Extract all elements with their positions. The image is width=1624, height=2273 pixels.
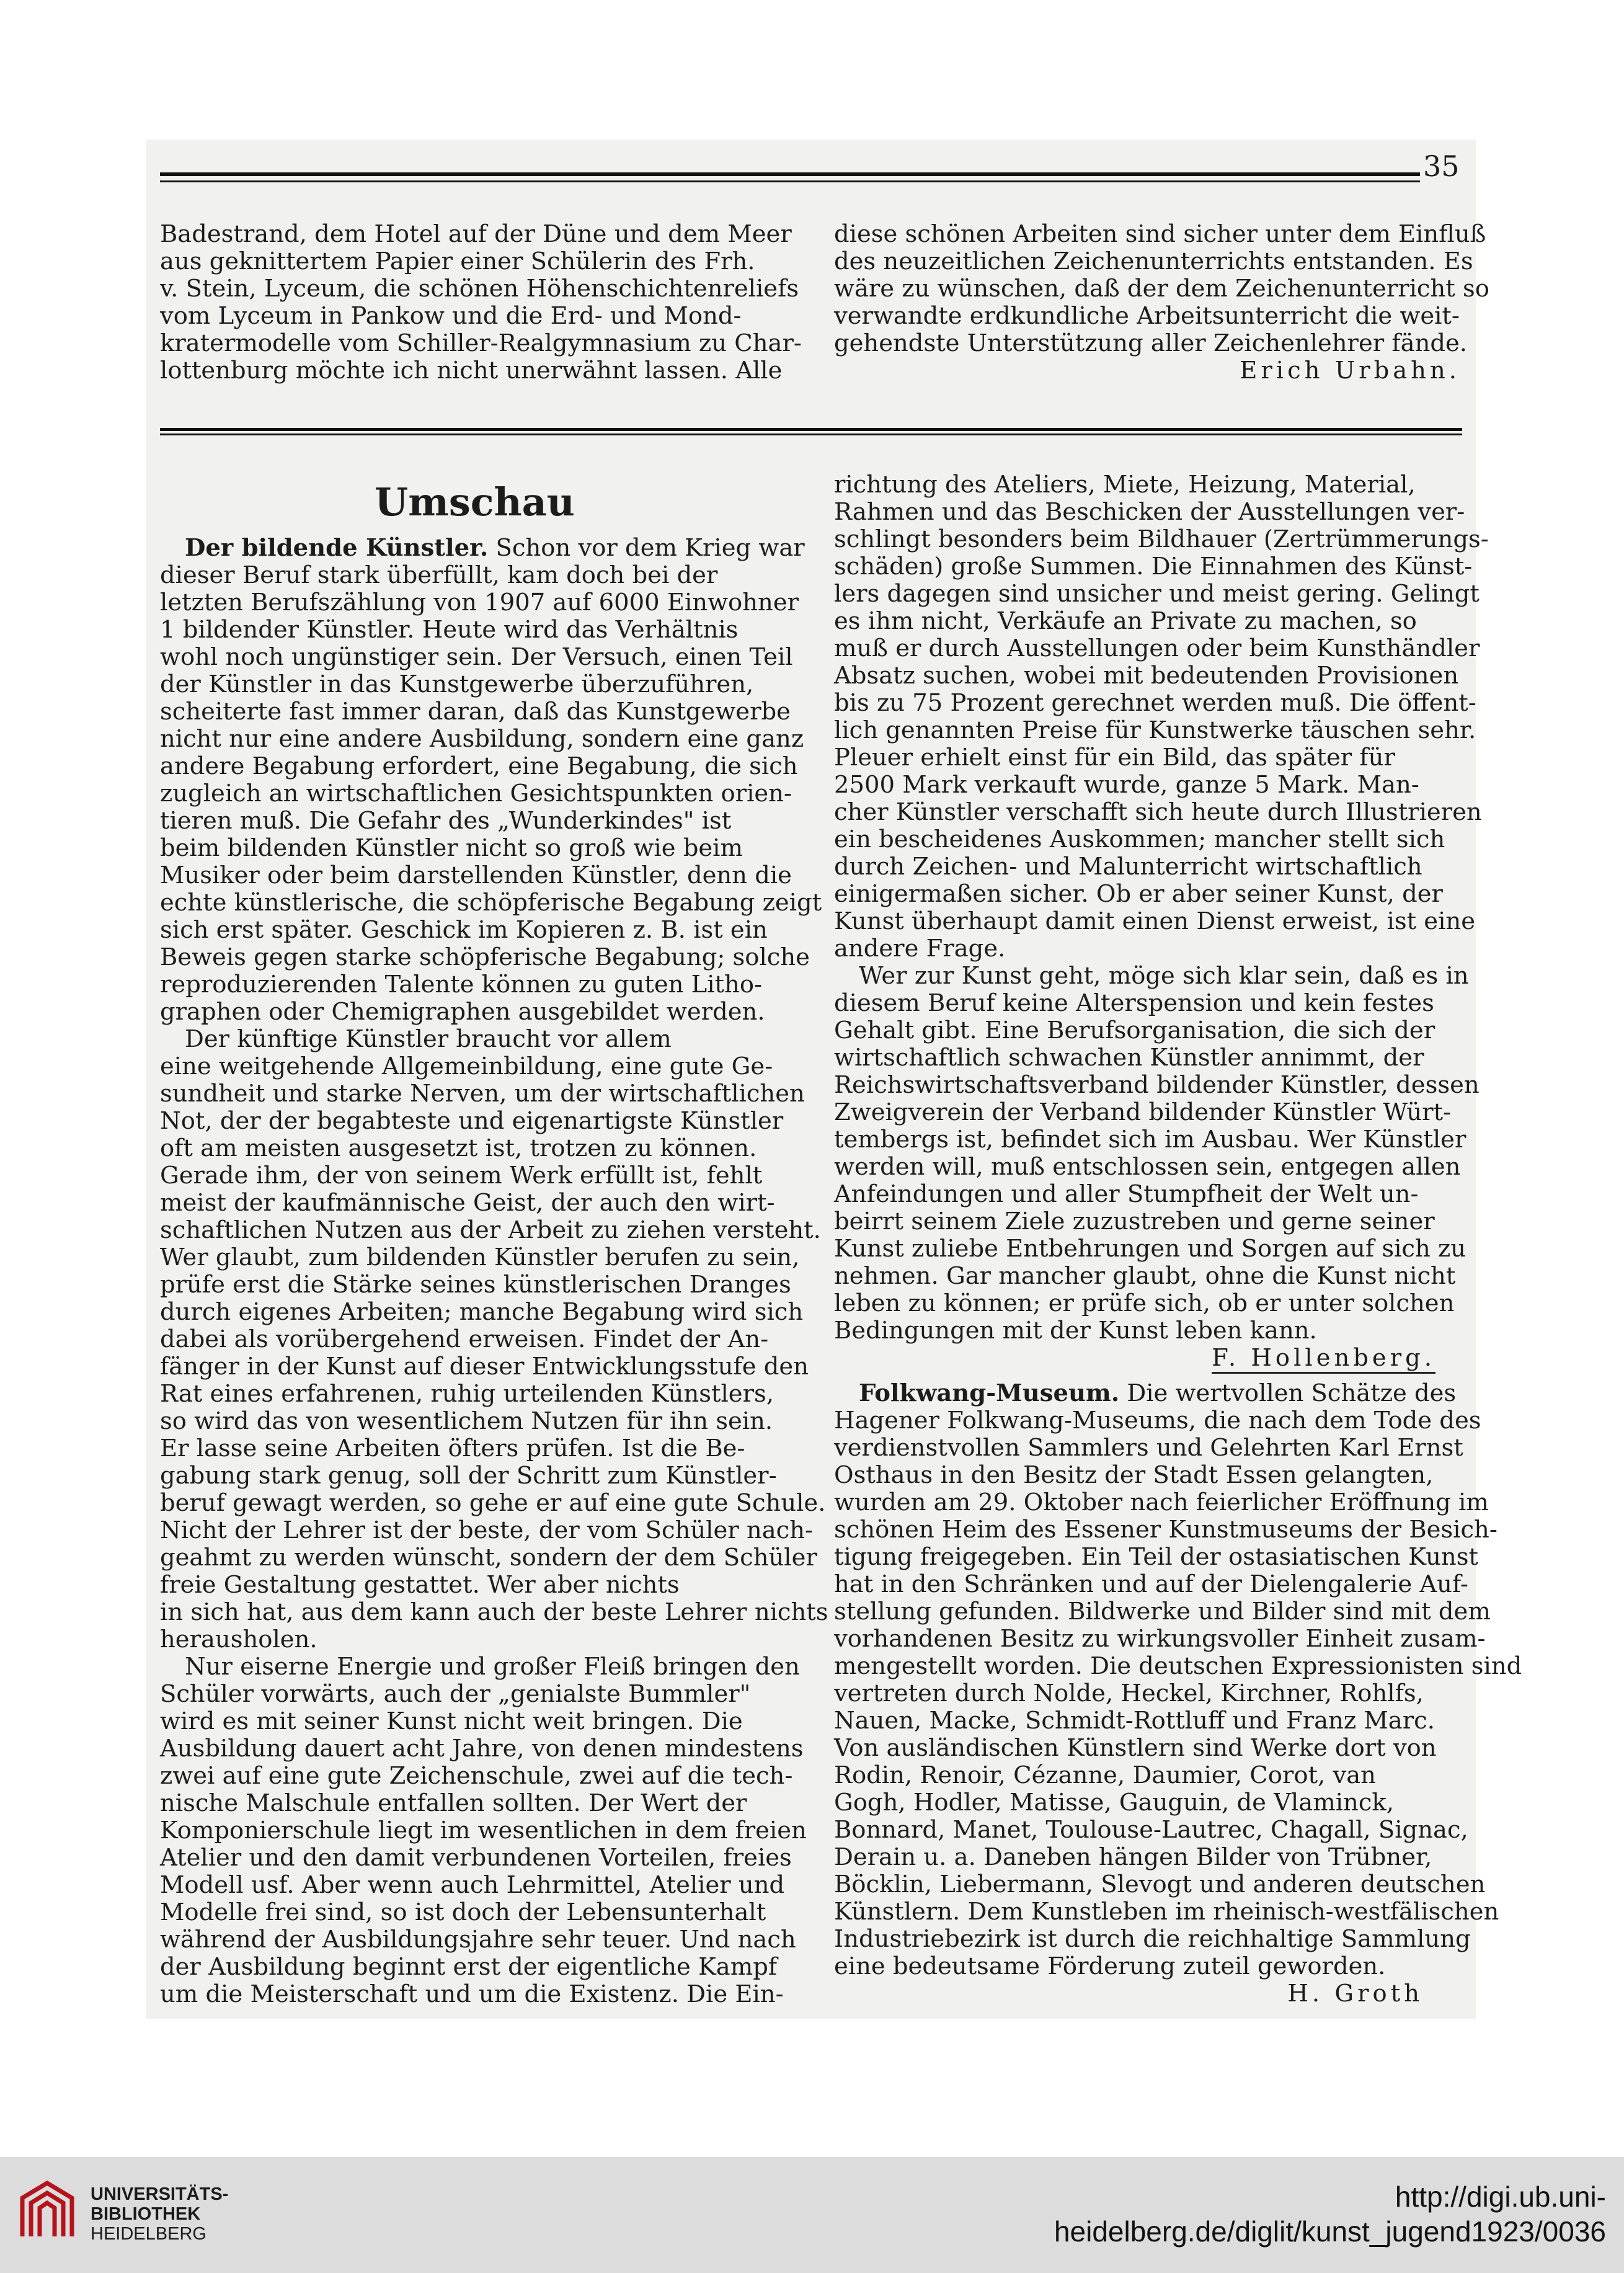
text-line: Bedingungen mit der Kunst leben kann. [834, 1317, 1317, 1345]
text-line: Musiker oder beim darstellenden Künstler, denn die [160, 861, 792, 889]
text-line: in sich hat, aus dem kann auch der beste Lehrer nichts [160, 1598, 828, 1626]
text-line: beirrt seinem Ziele zuzustreben und gerne seiner [834, 1208, 1435, 1235]
text-line: Wer glaubt, zum bildenden Künstler berufen zu sein, [160, 1243, 800, 1271]
text-line: Industriebezirk ist durch die reichhaltige Sammlung [834, 1925, 1471, 1953]
text-line: oft am meisten ausgesetzt ist, trotzen zu können. [160, 1134, 757, 1162]
text-line: fänger in der Kunst auf dieser Entwicklungsstufe den [160, 1353, 809, 1381]
text-line: zwei auf eine gute Zeichenschule, zwei auf die tech- [160, 1762, 793, 1790]
text-line: Rat eines erfahrenen, ruhig urteilenden Künstlers, [160, 1380, 774, 1408]
text-line: eine bedeutsame Förderung zuteil geworden. [834, 1952, 1386, 1980]
text-line: Absatz suchen, wobei mit bedeutenden Provisionen [834, 662, 1459, 690]
text-line: verdienstvollen Sammlers und Gelehrten Karl Ernst [834, 1434, 1463, 1462]
top-right-column [834, 220, 1489, 385]
right-column [834, 471, 1522, 2008]
text-line: richtung des Ateliers, Miete, Heizung, Material, [834, 471, 1416, 499]
text-line: freie Gestaltung gestattet. Wer aber nichts [160, 1571, 680, 1599]
text-line: reproduzierenden Talente können zu guten Litho- [160, 971, 763, 999]
text-line: Gerade ihm, der von seinem Werk erfüllt ist, fehlt [160, 1162, 763, 1190]
text-line: zugleich an wirtschaftlichen Gesichtspunkten orien- [160, 780, 792, 807]
text-line: Komponierschule liegt im wesentlichen in dem freien [160, 1817, 807, 1844]
text-line: tembergs ist, befindet sich im Ausbau. Wer Künstler [834, 1126, 1466, 1154]
top-left-column [160, 220, 802, 385]
text-line: vorhandenen Besitz zu wirkungsvoller Einheit zusam- [834, 1625, 1486, 1653]
text-line: lers dagegen sind unsicher und meist gering. Gelingt [834, 580, 1480, 608]
signature-hollenberg-row [834, 1345, 1460, 1374]
text-line: Gehalt gibt. Eine Berufsorganisation, die sich der [834, 1016, 1435, 1044]
text-line: Zweigverein der Verband bildender Künstler Würt- [834, 1098, 1452, 1126]
text-line: schaftlichen Nutzen aus der Arbeit zu ziehen versteht. [160, 1216, 821, 1244]
text-line: nehmen. Gar mancher glaubt, ohne die Kunst nicht [834, 1262, 1456, 1290]
text-line: Der künftige Künstler braucht vor allem [185, 1025, 672, 1053]
text-line: stellung gefunden. Bildwerke und Bilder sind mit dem [834, 1598, 1491, 1626]
text-line: vom Lyceum in Pankow und die Erd- und Mond- [160, 302, 742, 330]
footer-bar [0, 2157, 1624, 2273]
text-line: Künstlern. Dem Kunstleben im rheinisch-westfälischen [834, 1898, 1499, 1926]
text-line: Wer zur Kunst geht, möge sich klar sein, daß es in [859, 962, 1469, 990]
library-logo-icon[interactable] [16, 2174, 78, 2249]
page-number: 35 [1423, 149, 1460, 183]
text-line: herausholen. [160, 1626, 317, 1653]
text-line: Kunst zuliebe Entbehrungen und Sorgen auf sich zu [834, 1235, 1466, 1263]
text-line: geahmt zu werden wünscht, sondern der dem Schüler [160, 1544, 817, 1572]
paragraph-lead-line: Der bildende Künstler. Schon vor dem Krieg war [185, 534, 805, 562]
text-line: schönen Heim des Essener Kunstmuseums der Besich- [834, 1516, 1498, 1544]
text-line: nicht nur eine andere Ausbildung, sondern eine ganz [160, 725, 804, 753]
text-line: Beweis gegen starke schöpferische Begabung; solche [160, 943, 810, 971]
text-line: durch eigenes Arbeiten; manche Begabung wird sich [160, 1298, 804, 1326]
text-line: meist der kaufmännische Geist, der auch den wirt- [160, 1189, 775, 1217]
text-line: 1 bildender Künstler. Heute wird das Verhältnis [160, 616, 739, 644]
text-line: schäden) große Summen. Die Einnahmen des Künst- [834, 553, 1473, 580]
text-line: wirtschaftlich schwachen Künstler annimmt, der [834, 1044, 1424, 1072]
text-line: Derain u. a. Daneben hängen Bilder von Trübner, [834, 1843, 1432, 1871]
text-line: diesem Beruf keine Alterspension und kein festes [834, 989, 1434, 1017]
library-name[interactable]: UNIVERSITÄTS- BIBLIOTHEK HEIDELBERG [91, 2184, 229, 2244]
left-column [160, 478, 828, 2008]
text-line: letzten Berufszählung von 1907 auf 6000 Einwohner [160, 589, 799, 616]
article-title: Der bildende Künstler. [185, 534, 489, 562]
text-line: Nicht der Lehrer ist der beste, der vom Schüler nach- [160, 1516, 814, 1544]
text-line: Bonnard, Manet, Toulouse-Lautrec, Chagall, Signac, [834, 1816, 1468, 1844]
text-line: Ausbildung dauert acht Jahre, von denen mindestens [160, 1735, 804, 1763]
text-line: Kunst überhaupt damit einen Dienst erweist, ist eine [834, 907, 1475, 935]
text-line: dieser Beruf stark überfüllt, kam doch bei der [160, 561, 718, 589]
text-line: Reichswirtschaftsverband bildender Künstler, dessen [834, 1071, 1480, 1099]
text-line: hat in den Schränken und auf der Dielengalerie Auf- [834, 1570, 1468, 1598]
text-line: es ihm nicht, Verkäufe an Private zu machen, so [834, 607, 1417, 635]
section-rule [160, 428, 1462, 435]
text-line: Rahmen und das Beschicken der Ausstellungen ver- [834, 498, 1465, 526]
text-line: Nur eiserne Energie und großer Fleiß bringen den [185, 1653, 800, 1681]
text-line: Atelier und den damit verbundenen Vorteilen, freies [160, 1844, 792, 1872]
text-line: des neuzeitlichen Zeichenunterrichts entstanden. Es [834, 247, 1473, 275]
text-line: verwandte erdkundliche Arbeitsunterricht die weit- [834, 302, 1460, 330]
text-line: aus geknittertem Papier einer Schülerin des Frh. [160, 247, 755, 275]
text-line: dabei als vorübergehend erweisen. Findet der An- [160, 1325, 769, 1353]
text-line: Schüler vorwärts, auch der „genialste Bummler" [160, 1680, 751, 1708]
signature-groth: H. Groth [1287, 1980, 1423, 2008]
text-line: cher Künstler verschafft sich heute durch Illustrieren [834, 798, 1482, 826]
text-line: echte künstlerische, die schöpferische Begabung zeigt [160, 889, 822, 917]
signature-hollenberg: F. Hollenberg. [1212, 1345, 1435, 1374]
text-line: muß er durch Ausstellungen oder beim Kunsthändler [834, 634, 1480, 662]
text-line: eine weitgehende Allgemeinbildung, eine gute Ge- [160, 1052, 773, 1080]
text-line: Rodin, Renoir, Cézanne, Daumier, Corot, van [834, 1761, 1376, 1789]
text-line: graphen oder Chemigraphen ausgebildet werden. [160, 998, 765, 1026]
text-line: Pleuer erhielt einst für ein Bild, das später für [834, 744, 1395, 772]
text-line: sundheit und starke Nerven, um der wirtschaftlichen [160, 1080, 805, 1108]
text-line: der Ausbildung beginnt erst der eigentliche Kampf [160, 1953, 778, 1981]
text-line: durch Zeichen- und Malunterricht wirtschaftlich [834, 853, 1422, 881]
text-line: bis zu 75 Prozent gerechnet werden muß. Die öffent- [834, 689, 1476, 717]
text-line: Badestrand, dem Hotel auf der Düne und dem Meer [160, 220, 792, 248]
text-line: der Künstler in das Kunstgewerbe überzuführen, [160, 670, 754, 698]
text-line: wird es mit seiner Kunst nicht weit bringen. Die [160, 1707, 743, 1735]
text-line: diese schönen Arbeiten sind sicher unter dem Einfluß [834, 220, 1486, 248]
text-line: prüfe erst die Stärke seines künstlerischen Dranges [160, 1271, 791, 1299]
text-line: Gogh, Hodler, Matisse, Gauguin, de Vlaminck, [834, 1789, 1394, 1817]
text-line: 2500 Mark verkauft wurde, ganze 5 Mark. Man- [834, 771, 1419, 799]
text-line: Not, der der begabteste und eigenartigste Künstler [160, 1107, 784, 1135]
text-line: so wird das von wesentlichem Nutzen für ihn sein. [160, 1407, 773, 1435]
text-line: einigermaßen sicher. Ob er aber seiner Kunst, der [834, 880, 1443, 908]
header-rule [160, 172, 1420, 182]
text-line: sich erst später. Geschick im Kopieren z. B. ist ein [160, 916, 768, 944]
text-line: scheiterte fast immer daran, daß das Kunstgewerbe [160, 698, 791, 726]
text-line: leben zu können; er prüfe sich, ob er unter solchen [834, 1289, 1455, 1317]
section-heading: Umschau [375, 479, 575, 525]
text-line: gehendste Unterstützung aller Zeichenlehrer fände. [834, 329, 1468, 357]
text-line: tieren muß. Die Gefahr des „Wunderkindes" ist [160, 807, 732, 835]
text-line: ein bescheidenes Auskommen; mancher stellt sich [834, 825, 1445, 853]
text-line: während der Ausbildungsjahre sehr teuer. Und nach [160, 1926, 796, 1954]
text-line: lottenburg möchte ich nicht unerwähnt lassen. Alle [160, 357, 783, 385]
text-line: werden will, muß entschlossen sein, entgegen allen [834, 1153, 1461, 1181]
text-line: kratermodelle vom Schiller-Realgymnasium zu Char- [160, 329, 802, 357]
text-line: gabung stark genug, soll der Schritt zum Künstler- [160, 1462, 777, 1490]
text-line: Anfeindungen und aller Stumpfheit der Welt un- [834, 1180, 1419, 1208]
text-line: Von ausländischen Künstlern sind Werke dort von [834, 1734, 1437, 1762]
text-line: vertreten durch Nolde, Heckel, Kirchner, Rohlfs, [834, 1679, 1424, 1707]
text-line: Modell usf. Aber wenn auch Lehrmittel, Atelier und [160, 1871, 785, 1899]
text-line: andere Begabung erfordert, eine Begabung, die sich [160, 752, 798, 780]
signature-urbahn: Erich Urbahn. [1240, 357, 1460, 385]
text-line: beim bildenden Künstler nicht so groß wie beim [160, 834, 743, 862]
text-line: nische Malschule entfallen sollten. Der Wert der [160, 1789, 747, 1817]
text-line: andere Frage. [834, 935, 1006, 963]
text-line: tigung freigegeben. Ein Teil der ostasiatischen Kunst [834, 1543, 1478, 1571]
text-line: wäre zu wünschen, daß der dem Zeichenunterricht so [834, 275, 1489, 303]
text-line: Osthaus in den Besitz der Stadt Essen gelangten, [834, 1461, 1434, 1489]
paragraph-lead-line: Folkwang-Museum. Die wertvollen Schätze des [859, 1379, 1457, 1407]
text-line: Böcklin, Liebermann, Slevogt und anderen deutschen [834, 1870, 1486, 1898]
text-line: mengestellt worden. Die deutschen Expressionisten sind [834, 1652, 1522, 1680]
text-line: um die Meisterschaft und um die Existenz. Die Ein- [160, 1980, 784, 2008]
text-line: Er lasse seine Arbeiten öfters prüfen. Ist die Be- [160, 1435, 745, 1462]
permalink-url[interactable]: http://digi.ub.uni-heidelberg.de/diglit/kunst_jugend1923/0036 [1054, 2181, 1606, 2248]
text-line: wohl noch ungünstiger sein. Der Versuch, einen Teil [160, 643, 793, 671]
text-line: v. Stein, Lyceum, die schönen Höhenschichtenreliefs [160, 275, 799, 303]
text-line: Hagener Folkwang-Museums, die nach dem Tode des [834, 1407, 1481, 1435]
text-line: Modelle frei sind, so ist doch der Lebensunterhalt [160, 1898, 766, 1926]
text-line: lich genannten Preise für Kunstwerke täuschen sehr. [834, 716, 1476, 744]
text-line: Nauen, Macke, Schmidt-Rottluff und Franz Marc. [834, 1707, 1435, 1735]
text-line: schlingt besonders beim Bildhauer (Zertrümmerungs- [834, 525, 1489, 553]
text-line: beruf gewagt werden, so gehe er auf eine gute Schule. [160, 1489, 826, 1517]
article-title: Folkwang-Museum. [859, 1379, 1120, 1407]
text-line: wurden am 29. Oktober nach feierlicher Eröffnung im [834, 1488, 1489, 1516]
